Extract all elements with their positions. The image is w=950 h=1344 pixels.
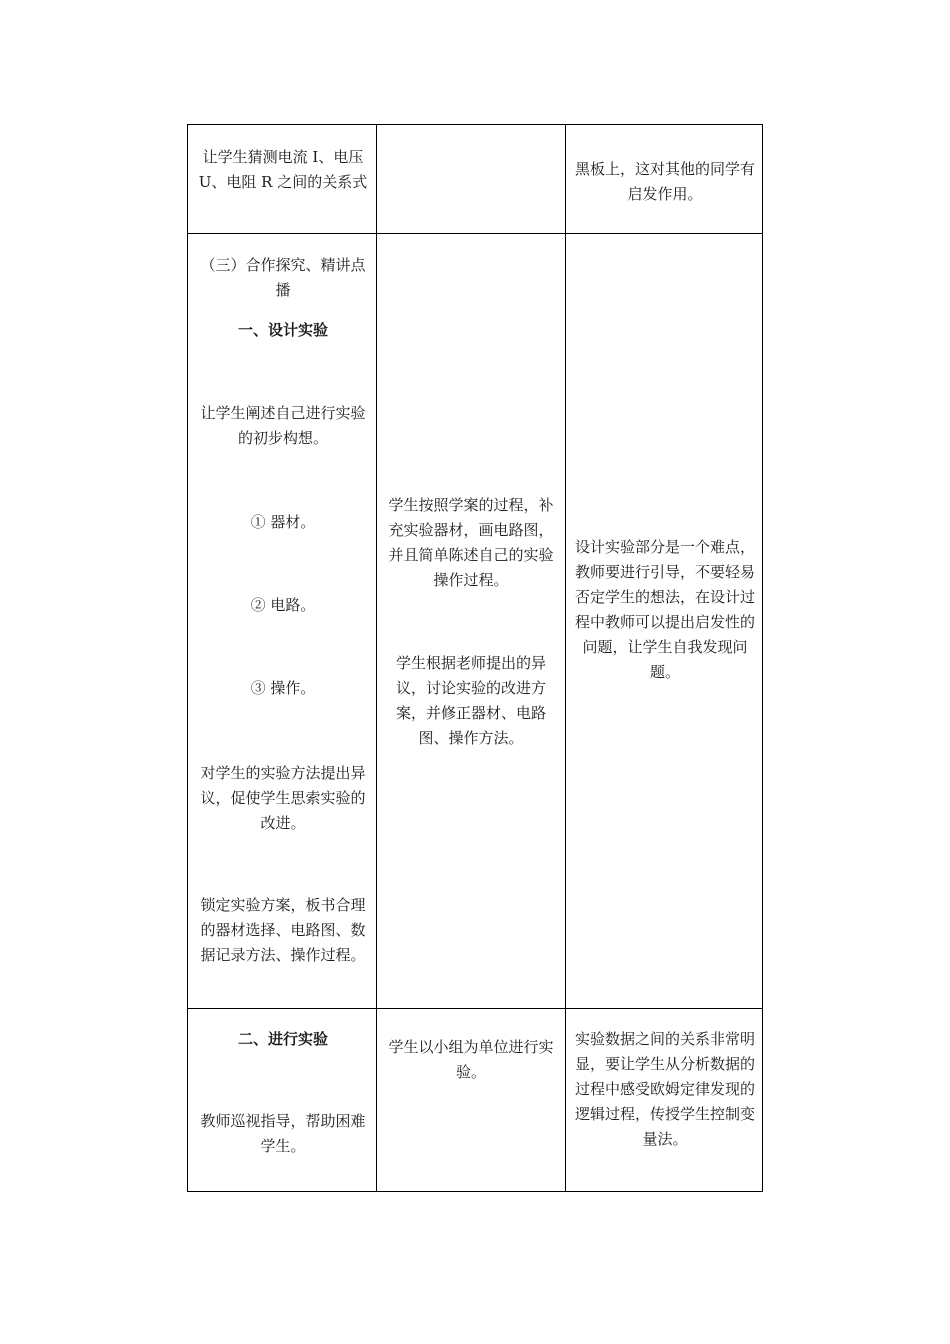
section-heading: 一、设计实验 [237, 321, 328, 339]
table-cell-r2c1-item1 [198, 510, 368, 535]
column-divider [376, 125, 377, 1191]
table-cell-r1c1 [198, 145, 368, 195]
table-cell-r2c1-design [198, 401, 368, 451]
table-cell-r2c2-a [386, 493, 556, 593]
table-cell-r3c1-text [198, 1109, 368, 1159]
table-cell-r2c1-heading [198, 318, 368, 343]
cell-text: 教师巡视指导，帮助困难学生。 [200, 1112, 366, 1155]
table-cell-r3c1-heading [198, 1027, 368, 1052]
cell-text: 实验数据之间的关系非常明显，要让学生从分析数据的过程中感受欧姆定律发现的逻辑过程，传授学生控制变量法。 [575, 1030, 756, 1148]
table-cell-r3c2 [386, 1035, 556, 1085]
table-cell-r2c1-item2 [198, 593, 368, 618]
table-cell-r2c1-question [198, 761, 368, 836]
cell-text: 让学生阐述自己进行实验的初步构想。 [200, 404, 366, 447]
table-cell-r2c1-lock [198, 893, 368, 968]
section-intro: （三）合作探究、精讲点播 [200, 256, 366, 299]
lesson-table [187, 124, 763, 1192]
list-item: ② 电路。 [250, 596, 316, 614]
list-item: ① 器材。 [250, 513, 316, 531]
cell-text: 学生按照学案的过程，补充实验器材，画电路图，并且简单陈述自己的实验操作过程。 [388, 496, 554, 589]
list-item: ③ 操作。 [250, 679, 316, 697]
cell-text: 学生根据老师提出的异议，讨论实验的改进方案，并修正器材、电路图、操作方法。 [395, 654, 546, 747]
cell-text: 设计实验部分是一个难点，教师要进行引导，不要轻易否定学生的想法，在设计过程中教师可以提出启发性的问题，让学生自我发现问题。 [575, 538, 756, 681]
cell-text: 让学生猜测电流 I、电压 U、电阻 R 之间的关系式 [198, 148, 368, 191]
row-divider [188, 1008, 762, 1009]
row-divider [188, 233, 762, 234]
table-cell-r2c3 [575, 535, 755, 685]
table-cell-r2c1-intro [198, 253, 368, 303]
table-cell-r3c3 [575, 1027, 755, 1152]
section-heading: 二、进行实验 [237, 1030, 328, 1048]
table-cell-r2c1-item3 [198, 676, 368, 701]
cell-text: 学生以小组为单位进行实验。 [388, 1038, 554, 1081]
cell-text: 对学生的实验方法提出异议，促使学生思索实验的改进。 [200, 764, 366, 832]
column-divider [565, 125, 566, 1191]
cell-text: 黑板上，这对其他的同学有启发作用。 [575, 160, 756, 203]
table-cell-r2c2-b [386, 651, 556, 751]
table-cell-r1c3 [575, 157, 755, 207]
cell-text: 锁定实验方案，板书合理的器材选择、电路图、数据记录方法、操作过程。 [200, 896, 366, 964]
